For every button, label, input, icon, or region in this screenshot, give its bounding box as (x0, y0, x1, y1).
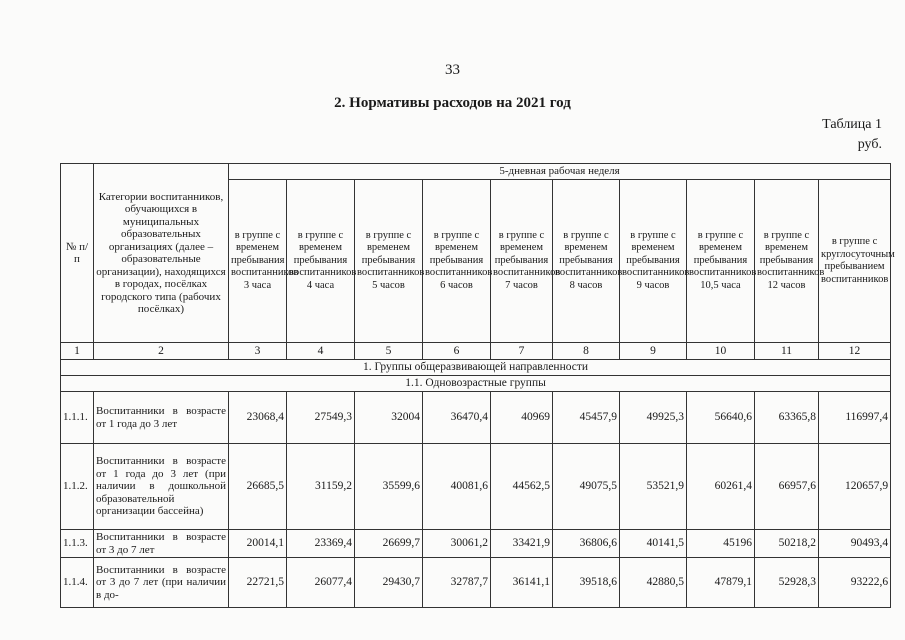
row-value: 26685,5 (229, 444, 287, 530)
row-value: 29430,7 (355, 558, 423, 608)
row-value: 40081,6 (423, 444, 491, 530)
header-col-7h: в группе с временем пребывания воспитанников 7 часов (491, 180, 553, 343)
row-value: 35599,6 (355, 444, 423, 530)
row-value: 23369,4 (287, 530, 355, 558)
page-title: 2. Нормативы расходов на 2021 год (334, 95, 571, 111)
row-value: 116997,4 (819, 392, 891, 444)
row-value: 27549,3 (287, 392, 355, 444)
column-number: 8 (553, 343, 620, 360)
row-value: 63365,8 (755, 392, 819, 444)
column-number: 7 (491, 343, 553, 360)
row-value: 45457,9 (553, 392, 620, 444)
row-value: 47879,1 (687, 558, 755, 608)
row-value: 53521,9 (620, 444, 687, 530)
header-week: 5-дневная рабочая неделя (229, 164, 891, 180)
row-value: 26077,4 (287, 558, 355, 608)
row-value: 36806,6 (553, 530, 620, 558)
header-num: № п/п (61, 164, 94, 343)
row-value: 40141,5 (620, 530, 687, 558)
row-value: 60261,4 (687, 444, 755, 530)
row-value: 93222,6 (819, 558, 891, 608)
column-number: 6 (423, 343, 491, 360)
row-value: 36141,1 (491, 558, 553, 608)
row-value: 45196 (687, 530, 755, 558)
column-number: 5 (355, 343, 423, 360)
table-row (61, 558, 891, 608)
row-value: 22721,5 (229, 558, 287, 608)
subsection-row (61, 376, 891, 392)
header-col-6h: в группе с временем пребывания воспитанников 6 часов (423, 180, 491, 343)
header-col-3h: в группе с временем пребывания воспитанников 3 часа (229, 180, 287, 343)
row-value: 40969 (491, 392, 553, 444)
header-category: Категории воспитанников, обучающихся в муниципальных образовательных организациях (далее – образовательные организации), находящихся в городах, посёлках городского типа (рабочих посёлках) (94, 164, 229, 343)
header-col-9h: в группе с временем пребывания воспитанников 9 часов (620, 180, 687, 343)
row-code: 1.1.4. (61, 558, 94, 608)
column-number: 2 (94, 343, 229, 360)
table-row (61, 530, 891, 558)
row-code: 1.1.1. (61, 392, 94, 444)
table-number: Таблица 1 (822, 117, 882, 132)
row-value: 49075,5 (553, 444, 620, 530)
row-value: 39518,6 (553, 558, 620, 608)
row-category: Воспитанники в возрасте от 1 года до 3 лет (при наличии в дошкольной образовательной организации бассейна) (94, 444, 229, 530)
row-code: 1.1.2. (61, 444, 94, 530)
header-col-24h: в группе с круглосуточным пребыванием воспитанников (819, 180, 891, 343)
page-number: 33 (445, 62, 460, 78)
row-value: 23068,4 (229, 392, 287, 444)
row-value: 32004 (355, 392, 423, 444)
row-value: 42880,5 (620, 558, 687, 608)
column-number: 3 (229, 343, 287, 360)
row-value: 56640,6 (687, 392, 755, 444)
row-code: 1.1.3. (61, 530, 94, 558)
column-number: 10 (687, 343, 755, 360)
section-heading: 1. Группы общеразвивающей направленности (61, 360, 891, 376)
column-number: 4 (287, 343, 355, 360)
row-value: 66957,6 (755, 444, 819, 530)
row-value: 52928,3 (755, 558, 819, 608)
row-category: Воспитанники в возрасте от 3 до 7 лет (94, 530, 229, 558)
norms-table (60, 163, 895, 608)
row-value: 26699,7 (355, 530, 423, 558)
row-value: 32787,7 (423, 558, 491, 608)
row-category: Воспитанники в возрасте от 3 до 7 лет (при наличии в до- (94, 558, 229, 608)
currency-unit: руб. (857, 137, 882, 152)
column-number: 11 (755, 343, 819, 360)
header-col-10-5h: в группе с временем пребывания воспитанников 10,5 часа (687, 180, 755, 343)
table-caption (822, 115, 882, 155)
column-number: 1 (61, 343, 94, 360)
subsection-heading: 1.1. Одновозрастные группы (61, 376, 891, 392)
header-col-8h: в группе с временем пребывания воспитанников 8 часов (553, 180, 620, 343)
column-number: 9 (620, 343, 687, 360)
column-number: 12 (819, 343, 891, 360)
section-row (61, 360, 891, 376)
row-value: 33421,9 (491, 530, 553, 558)
row-value: 120657,9 (819, 444, 891, 530)
row-value: 90493,4 (819, 530, 891, 558)
header-col-12h: в группе с временем пребывания воспитанников 12 часов (755, 180, 819, 343)
column-number-row (61, 343, 891, 360)
table-row (61, 444, 891, 530)
row-value: 50218,2 (755, 530, 819, 558)
row-value: 49925,3 (620, 392, 687, 444)
row-value: 20014,1 (229, 530, 287, 558)
table-row (61, 392, 891, 444)
header-col-4h: в группе с временем пребывания воспитанников 4 часа (287, 180, 355, 343)
row-category: Воспитанники в возрасте от 1 года до 3 лет (94, 392, 229, 444)
row-value: 44562,5 (491, 444, 553, 530)
row-value: 31159,2 (287, 444, 355, 530)
row-value: 30061,2 (423, 530, 491, 558)
row-value: 36470,4 (423, 392, 491, 444)
header-col-5h: в группе с временем пребывания воспитанников 5 часов (355, 180, 423, 343)
